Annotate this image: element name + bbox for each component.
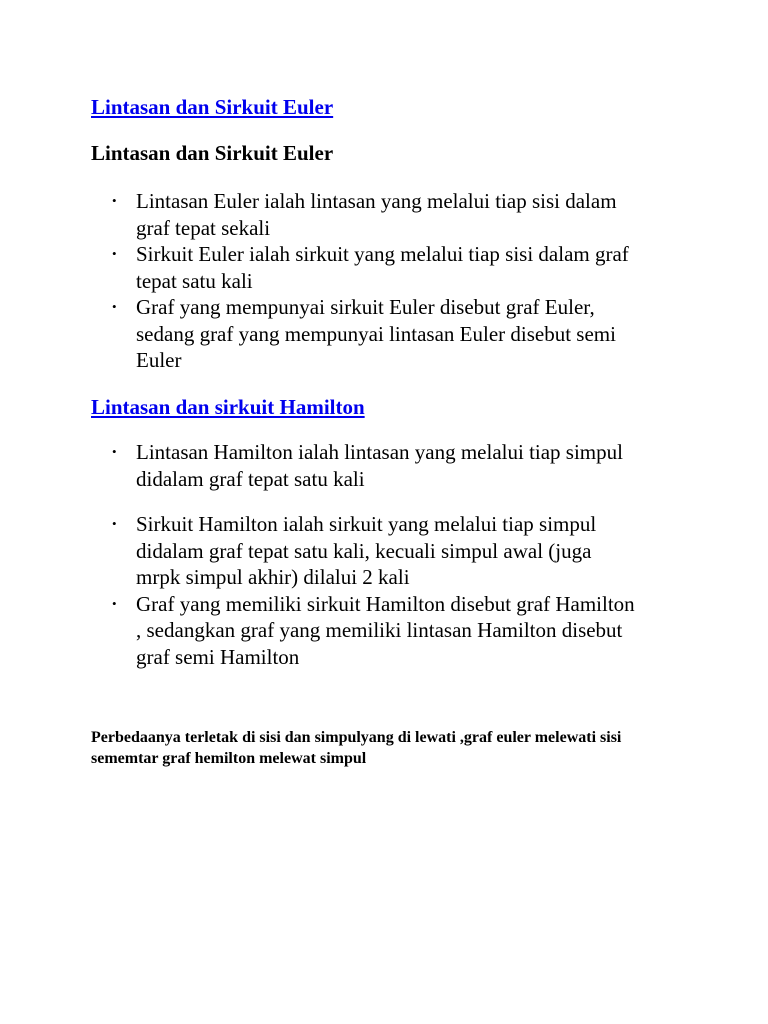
list-item-line: Sirkuit Euler ialah sirkuit yang melalui tiap sisi dalam graf	[136, 242, 629, 266]
list-item-line: sedang graf yang mempunyai lintasan Euler disebut semi	[136, 321, 616, 346]
list-item	[91, 188, 691, 241]
note-line: sememtar graf hemilton melewat simpul	[91, 750, 367, 767]
list-item-line: graf tepat sekali	[136, 215, 271, 240]
list-item-line: Graf yang mempunyai sirkuit Euler disebut graf Euler,	[136, 295, 595, 319]
comparison-note	[91, 727, 691, 769]
list-item-line: Euler	[136, 348, 182, 372]
list-item-line: Sirkuit Hamilton ialah sirkuit yang melalui tiap simpul	[136, 512, 597, 536]
list-item-line: mrpk simpul akhir) dilalui 2 kali	[136, 565, 410, 589]
list-item	[91, 294, 691, 374]
note-line: Perbedaanya terletak di sisi dan simpulyang di lewati ,graf euler melewati sisi	[91, 729, 622, 746]
list-item-line: , sedangkan graf yang memiliki lintasan Hamilton disebut	[136, 618, 623, 642]
bullet-icon: •	[112, 595, 117, 611]
list-item-line: Lintasan Hamilton ialah lintasan yang melalui tiap simpul	[136, 440, 623, 464]
euler-bullet-list	[91, 188, 691, 374]
list-item-line: didalam graf tepat satu kali	[136, 466, 365, 491]
list-item-line: tepat satu kali	[136, 268, 253, 293]
list-item-line: Lintasan Euler ialah lintasan yang melalui tiap sisi dalam	[136, 189, 617, 213]
bullet-icon: •	[112, 246, 117, 261]
hamilton-bullet-list	[91, 439, 691, 492]
list-item-line: didalam graf tepat satu kali, kecuali simpul awal (juga	[136, 538, 592, 563]
bullet-icon: •	[112, 516, 117, 531]
bullet-icon: •	[112, 299, 117, 314]
list-item-line: graf semi Hamilton	[136, 644, 300, 669]
subheading-euler: Lintasan dan Sirkuit Euler	[91, 141, 334, 165]
list-item	[91, 241, 691, 294]
list-item-line: Graf yang memiliki sirkuit Hamilton disebut graf Hamilton	[136, 591, 635, 616]
hamilton-bullet-list-continued	[91, 511, 691, 670]
list-item	[91, 511, 691, 591]
list-item	[91, 439, 691, 492]
list-item	[91, 591, 691, 671]
bullet-icon: •	[112, 193, 117, 208]
heading-link-hamilton[interactable]: Lintasan dan sirkuit Hamilton	[91, 395, 365, 419]
heading-link-euler[interactable]: Lintasan dan Sirkuit Euler	[91, 95, 334, 119]
bullet-icon: •	[112, 444, 117, 459]
